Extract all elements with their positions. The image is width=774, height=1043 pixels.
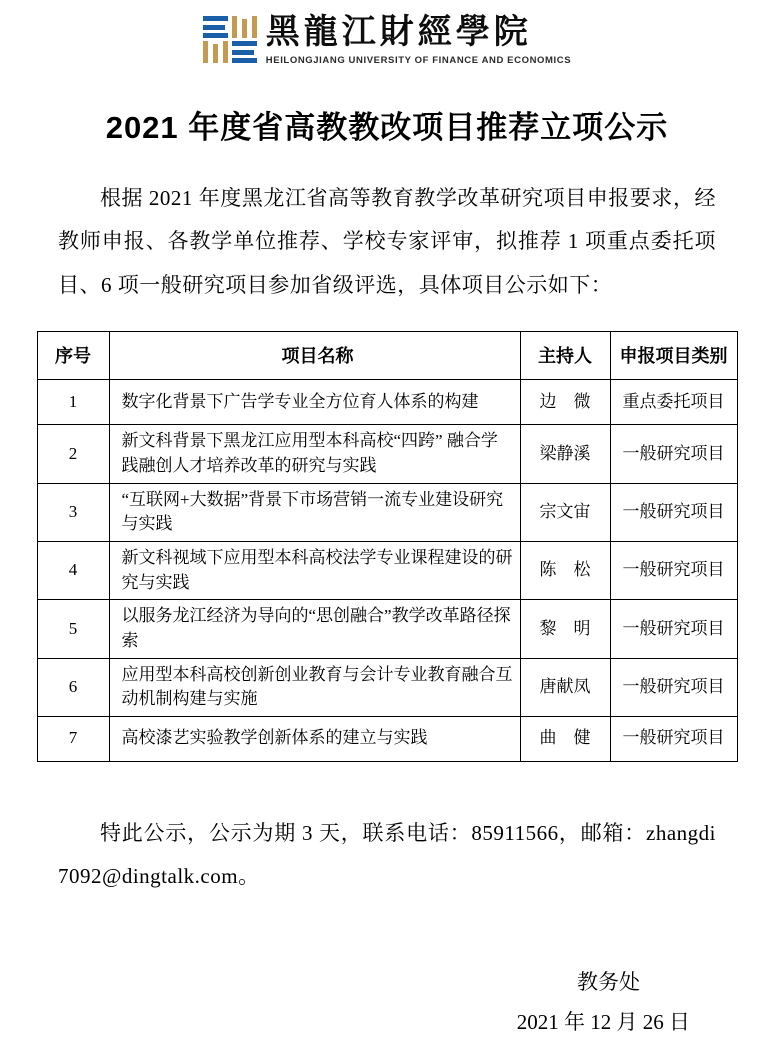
cell-project-type: 重点委托项目: [610, 380, 737, 425]
cell-host: 黎 明: [520, 600, 610, 658]
table-row: [37, 658, 737, 716]
cell-project-type: 一般研究项目: [610, 716, 737, 761]
page-title: 2021 年度省高教教改项目推荐立项公示: [105, 110, 669, 145]
table-row: [37, 716, 737, 761]
table-header-row: [37, 332, 737, 380]
cell-project-name: 应用型本科高校创新创业教育与会计专业教育融合互动机制构建与实施: [109, 658, 520, 716]
cell-project-name: 以服务龙江经济为导向的“思创融合”教学改革路径探索: [109, 600, 520, 658]
cell-project-type: 一般研究项目: [610, 541, 737, 599]
logo-bars-top-left: [203, 16, 228, 38]
closing-paragraph: 特此公示，公示为期 3 天，联系电话：85911566，邮箱：zhangdi7092@dingtalk.com。: [58, 820, 716, 889]
cell-project-name: “互联网+大数据”背景下市场营销一流专业建设研究与实践: [109, 483, 520, 541]
header-serial-number: 序号: [37, 332, 109, 380]
cell-project-type: 一般研究项目: [610, 483, 737, 541]
cell-host: 边 微: [520, 380, 610, 425]
table-row: [37, 380, 737, 425]
cell-host: 唐献凤: [520, 658, 610, 716]
cell-host: 曲 健: [520, 716, 610, 761]
intro-paragraph: 根据 2021 年度黑龙江省高等教育教学改革研究项目申报要求，经教师申报、各教学单位推荐、学校专家评审，拟推荐 1 项重点委托项目、6 项一般研究项目参加省级评选，具体项目公示如下：: [58, 186, 716, 297]
cell-host: 梁静溪: [520, 425, 610, 483]
cell-project-type: 一般研究项目: [610, 600, 737, 658]
university-name-en: HEILONGJIANG UNIVERSITY OF FINANCE AND ECONOMICS: [265, 55, 572, 66]
header-project-type: 申报项目类别: [610, 332, 737, 380]
table-row: [37, 600, 737, 658]
table-row: [37, 425, 737, 483]
signature-department: 教务处: [577, 969, 640, 994]
cell-serial-number: 5: [37, 600, 109, 658]
cell-project-name: 新文科视域下应用型本科高校法学专业课程建设的研究与实践: [109, 541, 520, 599]
table-row: [37, 541, 737, 599]
logo-bars-bottom-right: [232, 41, 257, 63]
projects-table: [37, 331, 738, 761]
table-row: [37, 483, 737, 541]
signature-block: [0, 963, 774, 1043]
cell-host: 陈 松: [520, 541, 610, 599]
logo-bars-top-right: [232, 16, 257, 38]
cell-serial-number: 4: [37, 541, 109, 599]
cell-serial-number: 6: [37, 658, 109, 716]
cell-project-name: 新文科背景下黑龙江应用型本科高校“四跨” 融合学践融创人才培养改革的研究与实践: [109, 425, 520, 483]
cell-project-name: 高校漆艺实验教学创新体系的建立与实践: [109, 716, 520, 761]
cell-serial-number: 3: [37, 483, 109, 541]
signature-date: 2021 年 12 月 26 日: [516, 1009, 690, 1034]
cell-serial-number: 7: [37, 716, 109, 761]
cell-project-name: 数字化背景下广告学专业全方位育人体系的构建: [109, 380, 520, 425]
header-host: 主持人: [520, 332, 610, 380]
cell-project-type: 一般研究项目: [610, 425, 737, 483]
university-logo: [0, 0, 774, 66]
cell-serial-number: 2: [37, 425, 109, 483]
cell-project-type: 一般研究项目: [610, 658, 737, 716]
university-name-cn: 黑龍江財經學院: [265, 14, 532, 51]
university-logo-text: [266, 14, 571, 66]
cell-serial-number: 1: [37, 380, 109, 425]
university-logo-mark-icon: [203, 16, 257, 64]
cell-host: 宗文宙: [520, 483, 610, 541]
header-project-name: 项目名称: [109, 332, 520, 380]
logo-bars-bottom-left: [203, 41, 228, 63]
